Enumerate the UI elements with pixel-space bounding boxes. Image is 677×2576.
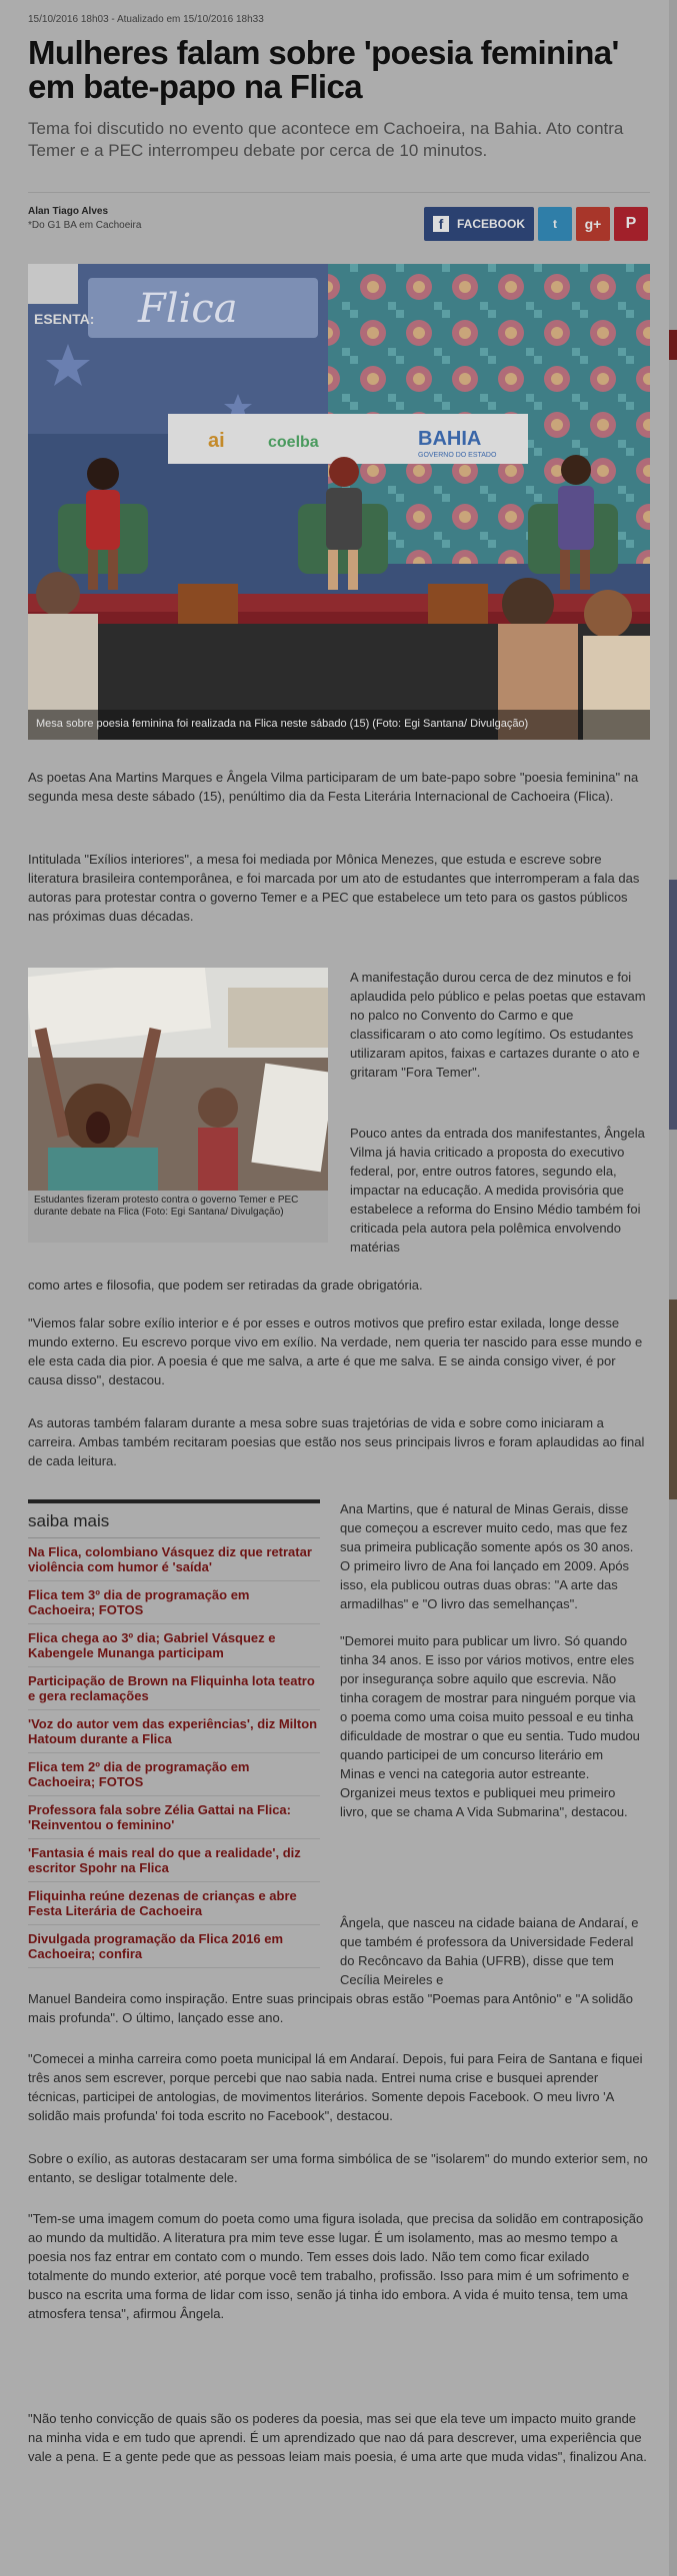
side-ad-mark	[669, 330, 677, 360]
related-link[interactable]: Participação de Brown na Fliquinha lota teatro e gera reclamações	[28, 1667, 320, 1710]
article-timestamp: 15/10/2016 18h03 - Atualizado em 15/10/2016 18h33	[28, 14, 264, 25]
related-links-title: saiba mais	[28, 1511, 110, 1530]
pinterest-share-button[interactable]	[614, 207, 648, 241]
main-photo-caption: Mesa sobre poesia feminina foi realizada na Flica neste sábado (15) (Foto: Egi Santana/ Divulgação)	[36, 718, 529, 730]
divider	[28, 192, 650, 193]
paragraph: "Demorei muito para publicar um livro. Só quando tinha 34 anos. E isso por vários motivos, entre eles por insegurança sobre aquilo que escrevia. Não tinha coragem de mostrar para ninguém porque via o poema como uma coisa muito pessoal e eu tinha dificuldade de mostrar o que eu sentia. Tudo mudou quando participei de um concurso literário em Minas e venci na categoria autor estreante. Organizei meus textos e publiquei meu primeiro livro, que se chama A Vida Submarina", destacou.	[340, 1633, 640, 1819]
side-ad-strip	[669, 0, 677, 2576]
sponsor-ai: ai	[208, 430, 225, 452]
sponsor-coelba: coelba	[268, 434, 319, 451]
paragraph: "Tem-se uma imagem comum do poeta como uma figura isolada, que precisa da solidão em contraposição ao mundo da multidão. A literatura pra mim teve esse lugar. É um isolamento, mas ao mesmo tempo a poesia nos faz entrar em contato com o mundo. Tem esses dois lado. Não tem como ficar exilado totalmente do mundo exterior, até porque você tem trabalho, profissão. Isso para mim é um sofrimento e busco na escrita uma forma de lidar com isso, senão já tinha ido embora. A vida é muito tensa, tem uma atmosfera tensa", afirmou Ângela.	[28, 2211, 644, 2321]
related-link[interactable]: Flica tem 3º dia de programação em Cachoeira; FOTOS	[28, 1581, 320, 1624]
google-plus-share-button[interactable]	[576, 207, 610, 241]
paragraph: As poetas Ana Martins Marques e Ângela Vilma participaram de um bate-papo sobre "poesia feminina" na segunda mesa deste sábado (15), penúltimo dia da Festa Literária Internacional de Cachoeira (Flica).	[28, 770, 639, 804]
paragraph: Ana Martins, que é natural de Minas Gerais, disse que começou a escrever muito cedo, mas que fez sua primeira publicação somente após os 30 anos. O primeiro livro de Ana foi lançado em 2009. Após isso, ela publicou outras duas obras: "A arte das armadilhas" e "O livro das semelhanças".	[340, 1501, 634, 1611]
pinterest-icon: P	[625, 215, 637, 232]
related-link[interactable]: Flica chega ao 3º dia; Gabriel Vásquez e Kabengele Munanga participam	[28, 1624, 320, 1667]
inline-photo-caption: Estudantes fizeram protesto contra o governo Temer e PEC durante debate na Flica (Foto: Egi Santana/ Divulgação)	[28, 1191, 328, 1243]
inline-photo	[28, 968, 328, 1191]
paragraph: Ângela, que nasceu na cidade baiana de Andaraí, e que também é professora da Universidade Federal do Recôncavo da Bahia (UFRB), disse que tem Cecília Meireles e	[340, 1915, 639, 1987]
article-subtitle: Tema foi discutido no evento que acontece em Cachoeira, na Bahia. Ato contra Temer e a PEC interrompeu debate por cerca de 10 minutos.	[28, 119, 624, 160]
related-link[interactable]: Fliquinha reúne dezenas de crianças e abre Festa Literária de Cachoeira	[28, 1882, 320, 1925]
twitter-share-button[interactable]	[538, 207, 572, 241]
paragraph: As autoras também falaram durante a mesa sobre suas trajetórias de vida e sobre como iniciaram a carreira. Ambas também recitaram poesias que estão nos seus principais livros e foram aplaudidas ao final de cada leitura.	[28, 1415, 645, 1468]
sponsor-bahia: BAHIA	[418, 428, 482, 450]
author-name[interactable]: Alan Tiago Alves	[28, 206, 109, 217]
flica-banner-text: Flica	[138, 286, 238, 332]
related-link[interactable]: Divulgada programação da Flica 2016 em Cachoeira; confira	[28, 1925, 320, 1968]
related-link[interactable]: Professora fala sobre Zélia Gattai na Flica: 'Reinventou o feminino'	[28, 1796, 320, 1839]
main-photo	[28, 264, 650, 740]
paragraph: A manifestação durou cerca de dez minutos e foi aplaudida pelo público e pelas poetas que estavam no palco no Convento do Carmo e que classificaram o ato como legítimo. Os estudantes utilizaram apitos, faixas e cartazes durante o ato e gritaram "Fora Temer".	[350, 970, 646, 1080]
main-photo-caption-bar	[28, 710, 650, 740]
side-ad-mark	[669, 1299, 677, 1499]
facebook-share-button[interactable]	[424, 207, 534, 241]
facebook-share-label: FACEBOOK	[456, 217, 525, 231]
related-link[interactable]: Na Flica, colombiano Vásquez diz que retratar violência com humor é 'saída'	[28, 1538, 320, 1581]
paragraph: como artes e filosofia, que podem ser retiradas da grade obrigatória.	[28, 1278, 423, 1292]
side-ad-mark	[669, 880, 677, 1130]
related-link[interactable]: Flica tem 2º dia de programação em Cachoeira; FOTOS	[28, 1753, 320, 1796]
paragraph: Manuel Bandeira como inspiração. Entre suas principais obras estão "Poemas para Antônio" e "A solidão mais profunda". O último, lançado esse ano.	[28, 1991, 633, 2025]
google-plus-icon: g+	[584, 216, 602, 232]
paragraph: Pouco antes da entrada dos manifestantes, Ângela Vilma já havia criticado a proposta do executivo federal, por, entre outros fatores, segundo ela, impactar na educação. A medida provisória que estabelece a reforma do Ensino Médio também foi criticada pela autora pela polêmica envolvendo matérias	[350, 1126, 645, 1255]
related-links-box	[28, 1499, 320, 1968]
twitter-icon: t	[553, 217, 557, 231]
paragraph: "Comecei a minha carreira como poeta municipal lá em Andaraí. Depois, fui para Feira de Santana e fiquei três anos sem escrever, porque percebi que nao sabia nada. Entrei numa crise e busquei aprender técnicas, participei de antologias, de movimentos literários. Somente depois Facebook. O meu livro 'A solidão mais profunda' foi toda escrito no Facebook", destacou.	[28, 2051, 643, 2123]
paragraph: "Não tenho convicção de quais são os poderes da poesia, mas sei que ela teve um impacto muito grande na minha vida e em tudo que aprendi. É um aprendizado que nao dá para descrever, uma experiência que vale a pena. E a gente pede que as pessoas leiam mais poesia, é uma arte que muda vidas", finalizou Ana.	[28, 2411, 647, 2464]
paragraph: "Viemos falar sobre exílio interior e é por esses e outros motivos que prefiro estar exilada, longe desse mundo externo. Eu escrevo porque vivo em exílio. Na verdade, nem queria ter nascido para esse mundo e ele esta cada dia pior. A poesia é que me salva, a arte é que me salva. E se ainda consigo viver, é por causa disso", destacou.	[28, 1315, 643, 1387]
facebook-icon: f	[433, 216, 449, 232]
related-link[interactable]: 'Voz do autor vem das experiências', diz Milton Hatoum durante a Flica	[28, 1710, 320, 1753]
flica-banner-sub: ESENTA:	[34, 311, 95, 327]
author-location: *Do G1 BA em Cachoeira	[28, 220, 142, 231]
paragraph: Sobre o exílio, as autoras destacaram ser uma forma simbólica de se "isolarem" do mundo exterior sem, no entanto, se desligar totalmente dele.	[28, 2151, 648, 2185]
paragraph: Intitulada "Exílios interiores", a mesa foi mediada por Mônica Menezes, que estuda e escreve sobre literatura brasileira contemporânea, e foi marcada por um ato de estudantes que interromperam a fala das autoras para protestar contra o governo Temer e a PEC que estabelece um teto para os gastos públicos nas próximas duas décadas.	[28, 852, 640, 924]
related-link[interactable]: 'Fantasia é mais real do que a realidade', diz escritor Spohr na Flica	[28, 1839, 320, 1882]
article-title: Mulheres falam sobre 'poesia feminina' em bate-papo na Flica	[28, 34, 619, 105]
related-links-top-bar	[28, 1499, 320, 1503]
sponsor-bahia-sub: GOVERNO DO ESTADO	[418, 452, 497, 459]
